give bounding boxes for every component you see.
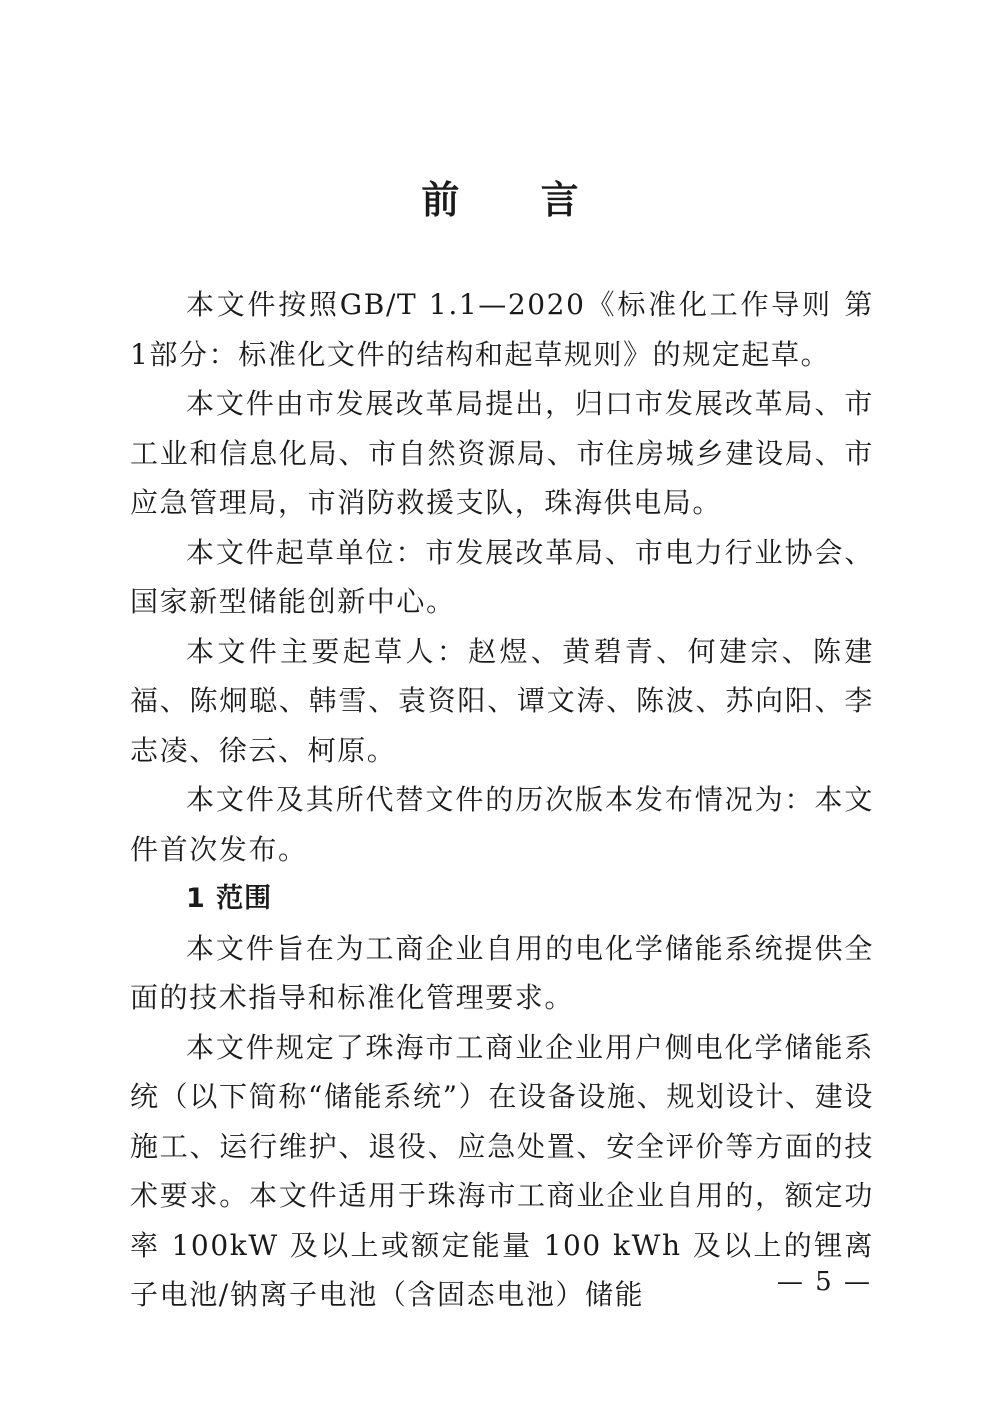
paragraph-scope-applicability: 本文件规定了珠海市工商业企业用户侧电化学储能系统（以下简称“储能系统”）在设备设施、规划设计、建设施工、运行维护、退役、应急处置、安全评价等方面的技术要求。本文件适用于珠海市工商业企业自用的，额定功率 100kW 及以上或额定能量 100 kWh 及以上的锂离子电池/钠离子电池（含固态电池）储能 [130,1030,874,1311]
document-body [130,280,874,1320]
paragraph-drafting-rules: 本文件按照GB/T 1.1—2020《标准化工作导则 第1部分：标准化文件的结构和起草规则》的规定起草。 [130,288,874,371]
paragraph-proposer: 本文件由市发展改革局提出，归口市发展改革局、市工业和信息化局、市自然资源局、市住房城乡建设局、市应急管理局，市消防救援支队，珠海供电局。 [130,387,874,519]
section-heading-scope: 1 范围 [186,883,273,914]
paragraph-scope-purpose: 本文件旨在为工商企业自用的电化学储能系统提供全面的技术指导和标准化管理要求。 [130,931,874,1014]
paragraph-drafting-units: 本文件起草单位：市发展改革局、市电力行业协会、国家新型储能创新中心。 [130,535,874,618]
paragraph-version-history: 本文件及其所代替文件的历次版本发布情况为：本文件首次发布。 [130,783,874,866]
paragraph-drafters: 本文件主要起草人：赵煜、黄碧青、何建宗、陈建福、陈炯聪、韩雪、袁资阳、谭文涛、陈波、苏向阳、李志凌、徐云、柯原。 [130,634,874,767]
page-title: 前 言 [421,178,613,222]
page-number: — 5 — [776,1267,872,1297]
